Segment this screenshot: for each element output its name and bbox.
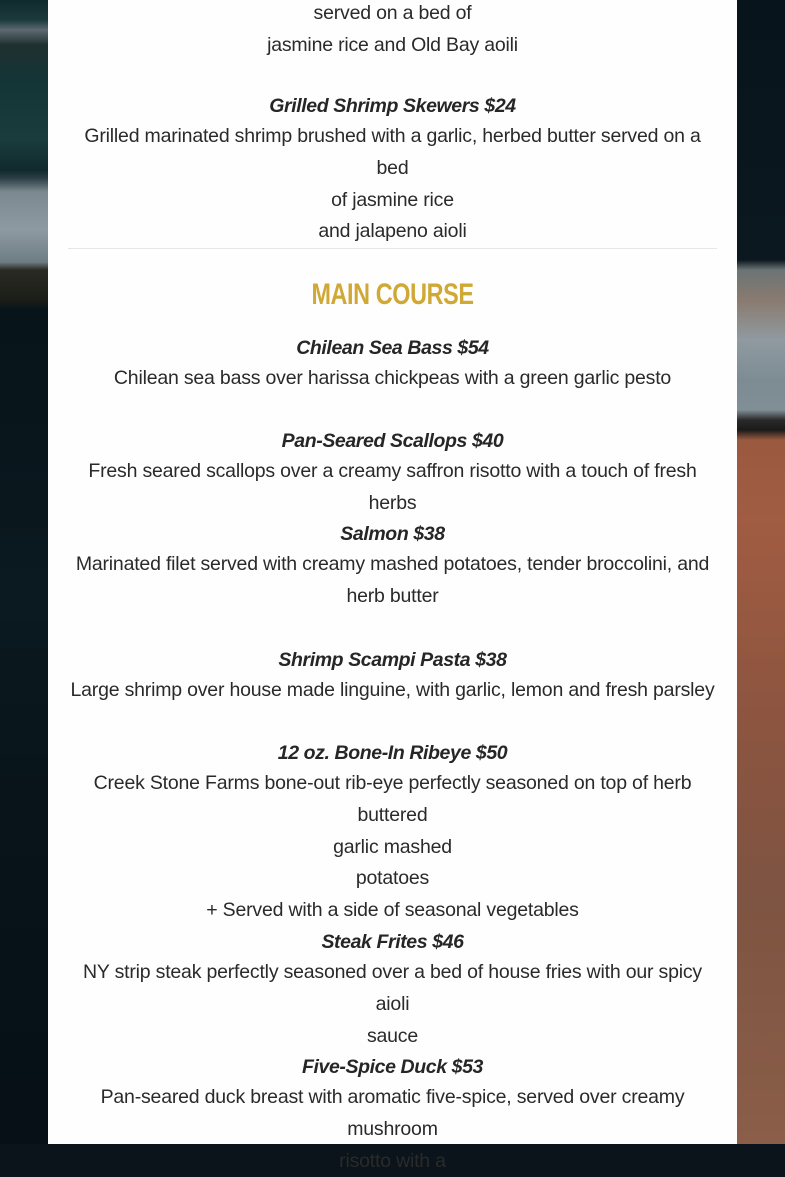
menu-item-title: 12 oz. Bone-In Ribeye $50	[277, 742, 508, 764]
description-line: + Served with a side of seasonal vegetables	[206, 899, 579, 922]
menu-item	[68, 426, 717, 520]
menu-item-title: Salmon $38	[340, 523, 445, 545]
description-line: risotto with a	[339, 1149, 446, 1172]
menu-item	[68, 1052, 717, 1177]
description-line: NY strip steak perfectly seasoned over a bed of house fries with our spicy aioli	[83, 961, 702, 1015]
description-line: herb butter	[346, 584, 439, 607]
description-line: Large shrimp over house made linguine, with garlic, lemon and fresh parsley	[70, 679, 715, 701]
description-line: garlic mashed	[333, 835, 452, 858]
menu-item-title: Grilled Shrimp Skewers $24	[269, 95, 516, 117]
description-line: sauce	[366, 1024, 419, 1047]
menu-item-title: Steak Frites $46	[321, 931, 464, 953]
section-divider	[68, 248, 717, 249]
section-heading-main-course: MAIN COURSE	[311, 278, 474, 311]
description-line: of jasmine rice	[331, 188, 454, 211]
description-line: Fresh seared scallops over a creamy saffron risotto with a touch of fresh herbs	[88, 460, 697, 514]
menu-item	[68, 91, 717, 248]
description-line: potatoes	[355, 867, 430, 890]
menu-item	[68, 927, 717, 1052]
menu-panel	[48, 0, 737, 1172]
menu-item	[68, 645, 717, 707]
description-line: Creek Stone Farms bone-out rib-eye perfectly seasoned on top of herb buttered	[93, 772, 692, 826]
description-line: Chilean sea bass over harissa chickpeas with a green garlic pesto	[113, 367, 672, 389]
description-line: served on a bed of	[313, 2, 472, 24]
description-line: jasmine rice and Old Bay aoili	[267, 33, 518, 56]
menu-item-title: Five-Spice Duck $53	[302, 1056, 483, 1078]
menu-item-title: Chilean Sea Bass $54	[296, 337, 489, 359]
description-line: Pan-seared duck breast with aromatic five-spice, served over creamy mushroom	[100, 1086, 685, 1140]
menu-item	[68, 519, 717, 613]
menu-item-title: Pan-Seared Scallops $40	[281, 430, 504, 452]
description-line: Grilled marinated shrimp brushed with a garlic, herbed butter served on a bed	[84, 125, 701, 179]
previous-item-description	[68, 0, 717, 62]
description-line: and jalapeno aioli	[318, 220, 467, 243]
description-line: Marinated filet served with creamy mashed potatoes, tender broccolini, and	[75, 553, 710, 575]
menu-item	[68, 333, 717, 395]
menu-item-title: Shrimp Scampi Pasta $38	[278, 649, 507, 671]
menu-item	[68, 738, 717, 927]
